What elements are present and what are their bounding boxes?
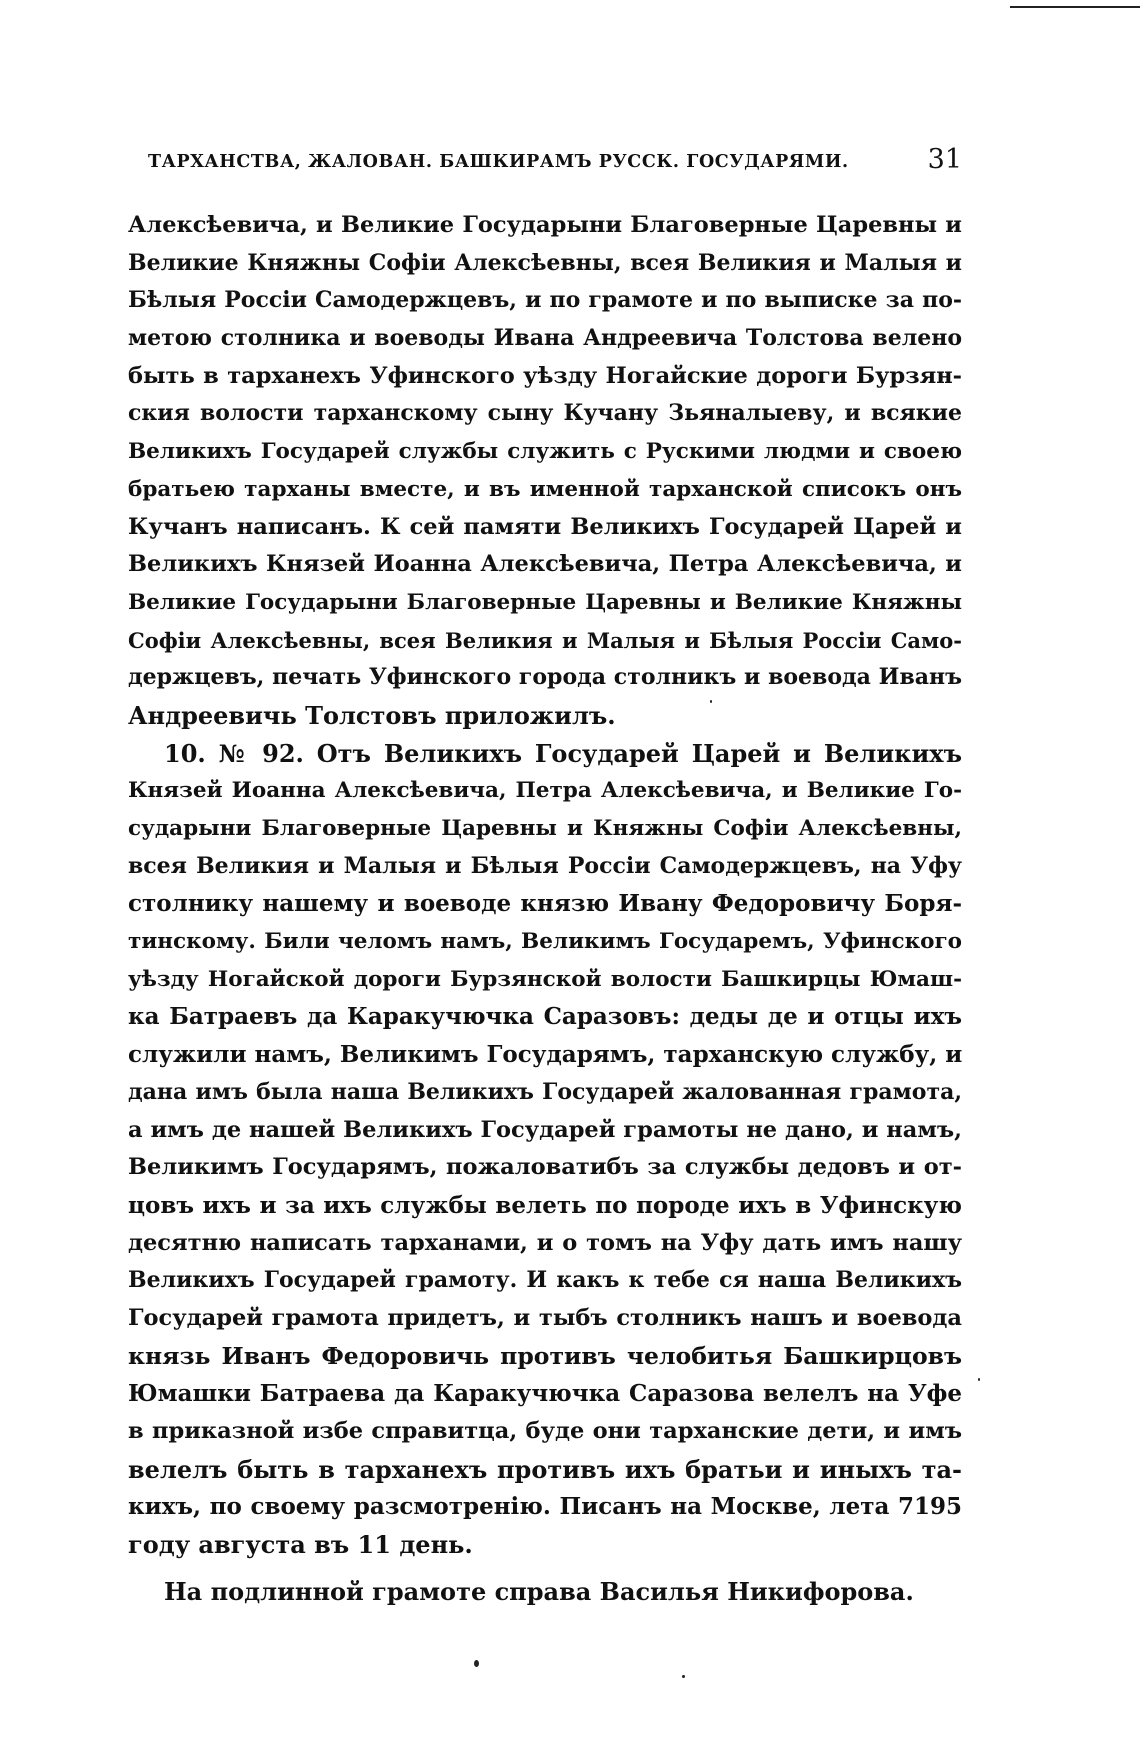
text-line: быть в тарханехъ Уфинского уѣзду Ногайские дороги Бурзян- <box>128 362 962 389</box>
text-line: всея Великия и Малыя и Бѣлыя Россіи Самодержцевъ, на Уфу <box>128 852 962 879</box>
text-line: метою столника и воеводы Ивана Андреевича Толстова велено <box>128 325 962 352</box>
text-line: Андреевичь Толстовъ приложилъ. <box>128 700 616 730</box>
scan-edge-rule <box>1010 6 1140 8</box>
text-line: Кучанъ написанъ. К сей памяти Великихъ Государей Царей и <box>128 513 962 540</box>
running-head <box>128 144 962 182</box>
paragraph <box>128 1573 962 1611</box>
text-line: Великихъ Государей службы служить с Рускими людми и своею <box>128 439 962 465</box>
body-text <box>128 207 962 1610</box>
text-line: дана имъ была наша Великихъ Государей жалованная грамота, <box>128 1078 962 1105</box>
text-line: Юмашки Батраева да Каракучючка Саразова велелъ на Уфе <box>128 1380 962 1408</box>
text-line: году августа въ 11 день. <box>128 1530 473 1560</box>
text-line: тинскому. Били челомъ намъ, Великимъ Государемъ, Уфинского <box>128 929 962 955</box>
text-line: цовъ ихъ и за ихъ службы велеть по породе ихъ в Уфинскую <box>128 1191 962 1219</box>
text-line: ка Батраевъ да Каракучючка Саразовъ: деды де и отцы ихъ <box>128 1003 962 1031</box>
text-line: На подлинной грамоте справа Василья Никифорова. <box>164 1576 914 1606</box>
text-line: Государей грамота придетъ, и тыбъ столникъ нашъ и воевода <box>128 1304 962 1331</box>
text-line: Великие Княжны Софіи Алексѣевны, всея Великия и Малыя и <box>128 249 962 276</box>
text-line: столнику нашему и воеводе князю Ивану Федоровичу Боря- <box>128 890 962 918</box>
ink-speck <box>474 1660 479 1667</box>
text-line: уѣзду Ногайской дороги Бурзянской волости Башкирцы Юмаш- <box>128 966 962 992</box>
text-line: сударыни Благоверные Царевны и Княжны Софіи Алексѣевны, <box>128 816 962 841</box>
text-line: Великимъ Государямъ, пожаловатибъ за службы дедовъ и от- <box>128 1154 962 1181</box>
text-line: Князей Иоанна Алексѣевича, Петра Алексѣевича, и Великие Го- <box>128 778 962 804</box>
paragraph <box>128 207 962 735</box>
text-line: служили намъ, Великимъ Государямъ, тарханскую службу, и <box>128 1041 962 1069</box>
text-line: Великихъ Князей Иоанна Алексѣевича, Петра Алексѣевича, и <box>128 551 962 578</box>
text-line: держцевъ, печать Уфинского города столникъ и воевода Иванъ <box>128 664 962 691</box>
ink-speck <box>710 700 712 703</box>
text-line: велелъ быть в тарханехъ противъ ихъ братьи и иныхъ та- <box>128 1454 962 1484</box>
page-number: 31 <box>927 144 962 175</box>
text-line: 10. № 92. Отъ Великихъ Государей Царей и Великихъ <box>164 738 962 768</box>
text-line: а имъ де нашей Великихъ Государей грамоты не дано, и намъ, <box>128 1116 962 1143</box>
text-line: Бѣлыя Россіи Самодержцевъ, и по грамоте и по выписке за по- <box>128 287 962 314</box>
text-line: Алексѣевича, и Великие Государыни Благоверные Царевны и <box>128 212 962 238</box>
ink-speck <box>978 1378 980 1381</box>
ink-speck <box>682 1675 685 1678</box>
text-line: ския волости тарханскому сыну Кучану Зьяналыеву, и всякие <box>128 400 962 427</box>
text-line: Великие Государыни Благоверные Царевны и Великие Княжны <box>128 589 962 615</box>
text-line: кихъ, по своему разсмотренію. Писанъ на Москве, лета 7195 <box>128 1493 962 1521</box>
text-line: десятню написать тарханами, и о томъ на Уфу дать имъ нашу <box>128 1229 962 1256</box>
text-line: князь Иванъ Федоровичь противъ челобитья Башкирцовъ <box>128 1341 962 1370</box>
paragraph <box>128 735 962 1564</box>
running-head-title: ТАРХАНСТВА, ЖАЛОВАН. БАШКИРАМЪ РУССК. ГОСУДАРЯМИ. <box>148 152 849 172</box>
text-line: Софіи Алексѣевны, всея Великия и Малыя и Бѣлыя Россіи Само- <box>128 627 962 653</box>
text-line: братьею тарханы вместе, и въ именной тарханской списокъ онъ <box>128 476 962 502</box>
text-line: в приказной избе справитца, буде они тарханские дети, и имъ <box>128 1418 962 1444</box>
text-line: Великихъ Государей грамоту. И какъ к тебе ся наша Великихъ <box>128 1267 962 1294</box>
